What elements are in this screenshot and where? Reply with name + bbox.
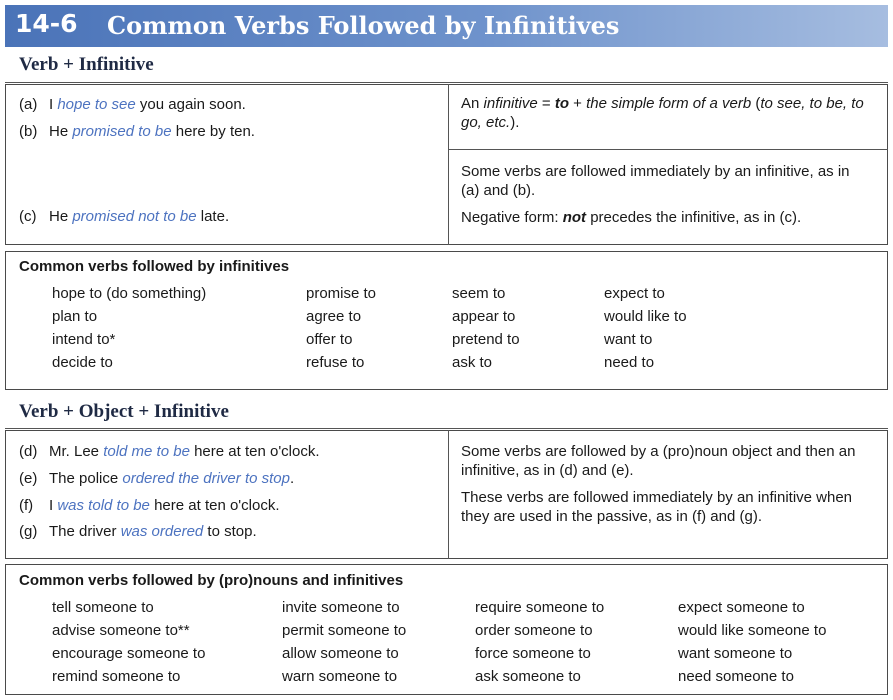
example-e: (e) The police ordered the driver to stop.: [19, 470, 295, 487]
example-a: (a) I hope to see you again soon.: [19, 96, 246, 113]
section-heading-verb-object-infinitive: Verb + Object + Infinitive: [19, 401, 229, 422]
list-item: ask someone to: [475, 668, 581, 685]
list-item: hope to (do something): [52, 285, 207, 302]
list-item: ask to: [452, 354, 493, 371]
list-item: require someone to: [475, 599, 605, 616]
note-passive: These verbs are followed immediately by an infinitive when they are used in the passive, as in (f) and (g).: [461, 489, 853, 525]
example-f: (f) I was told to be here at ten o'clock.: [19, 497, 280, 514]
list-item: need to: [604, 354, 655, 371]
chart-number: 14-6: [15, 9, 78, 38]
list-item: force someone to: [475, 645, 591, 662]
list-item: agree to: [306, 308, 362, 325]
example-g: (g) The driver was ordered to stop.: [19, 523, 257, 540]
list-item: order someone to: [475, 622, 593, 639]
list-item: encourage someone to: [52, 645, 206, 662]
list-item: promise to: [306, 285, 377, 302]
list-item: would like someone to: [678, 622, 827, 639]
chart-title: Common Verbs Followed by Infinitives: [107, 11, 620, 40]
list2-heading: Common verbs followed by (pro)nouns and infinitives: [19, 572, 404, 589]
column-divider: [448, 84, 449, 245]
list-item: want to: [604, 331, 653, 348]
note-infinitive-definition: An infinitive = to + the simple form of a verb (to see, to be, to go, etc.).: [461, 95, 864, 131]
list-item: want someone to: [678, 645, 793, 662]
example-c: (c) He promised not to be late.: [19, 208, 230, 225]
column-divider: [448, 430, 449, 559]
list-item: seem to: [452, 285, 506, 302]
note-pronoun-object: Some verbs are followed by a (pro)noun object and then an infinitive, as in (d) and (e).: [461, 443, 856, 479]
list-item: pretend to: [452, 331, 520, 348]
list-item: expect to: [604, 285, 665, 302]
list-item: appear to: [452, 308, 516, 325]
list-item: invite someone to: [282, 599, 400, 616]
cell-divider: [448, 149, 888, 150]
list-item: allow someone to: [282, 645, 399, 662]
list-item: refuse to: [306, 354, 365, 371]
list-item: offer to: [306, 331, 353, 348]
list-item: plan to: [52, 308, 98, 325]
example-b: (b) He promised to be here by ten.: [19, 123, 255, 140]
note-negative-form: Negative form: not precedes the infinitive, as in (c).: [461, 209, 802, 226]
list-item: warn someone to: [282, 668, 398, 685]
list-item: tell someone to: [52, 599, 154, 616]
divider: [5, 428, 888, 429]
list1-heading: Common verbs followed by infinitives: [19, 258, 290, 275]
section-heading-verb-infinitive: Verb + Infinitive: [19, 54, 154, 75]
note-verbs-followed: Some verbs are followed immediately by an infinitive, as in (a) and (b).: [461, 163, 850, 199]
divider: [5, 82, 888, 83]
list-item: expect someone to: [678, 599, 805, 616]
list-item: permit someone to: [282, 622, 407, 639]
list-item: would like to: [604, 308, 687, 325]
example-d: (d) Mr. Lee told me to be here at ten o'clock.: [19, 443, 320, 460]
list-item: need someone to: [678, 668, 794, 685]
list-item: decide to: [52, 354, 113, 371]
list-item: intend to*: [52, 331, 116, 348]
list-item: advise someone to**: [52, 622, 190, 639]
list-item: remind someone to: [52, 668, 181, 685]
